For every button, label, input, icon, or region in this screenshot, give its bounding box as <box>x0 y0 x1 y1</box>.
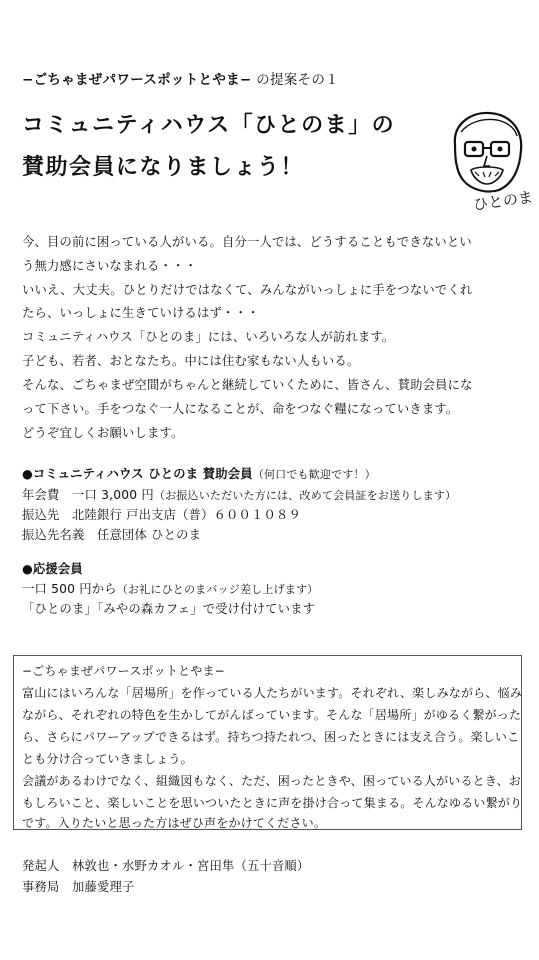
box-line: 会議があるわけでなく、組織図もなく、ただ、困ったときや、困っている人がいるとき、お <box>22 774 522 788</box>
annual-fee <box>22 485 456 503</box>
body-line: う無力感にさいなまれる・・・ <box>22 259 197 273</box>
body-line: 子ども、若者、おとなたち。中には住む家もない人もいる。 <box>22 354 360 368</box>
box-line: です。入りたいと思った方はぜひ声をかけてください。 <box>22 816 327 830</box>
proposal-number: の提案その１ <box>251 72 339 88</box>
supporting-member-heading <box>22 464 376 482</box>
title-line-2: 賛助会員になりましょう！ <box>22 155 305 180</box>
box-line: ら、さらにパワーアップできるはず。持ちつ持たれつ、困ったときには支え合う。楽しいこ <box>22 730 520 744</box>
body-line: どうぞ宜しくお願いします。 <box>22 426 184 440</box>
cheer-price-note: （お礼にひとのまバッジ差し上げます） <box>116 583 319 596</box>
box-line: とも分け合っていきましょう。 <box>22 752 193 766</box>
cheer-price-label: 一口 500 円から <box>22 582 117 596</box>
bank-account: 振込先 北陸銀行 戸出支店（普）６００１０８９ <box>22 508 302 522</box>
title-line-1: コミュニティハウス「ひとのま」の <box>22 113 396 138</box>
campaign-tag <box>22 68 339 88</box>
annual-fee-label: 年会費 一口 3,000 円 <box>22 488 154 502</box>
box-title: −ごちゃまぜパワースポットとやま− <box>22 664 225 678</box>
body-line: そんな、ごちゃまぜ空間がちゃんと継続していくために、皆さん、賛助会員にな <box>22 378 473 392</box>
body-line: って下さい。手をつなぐ一人になることが、命をつなぐ糧になっていきます。 <box>22 402 459 416</box>
campaign-name: −ごちゃまぜパワースポットとやま− <box>22 72 252 88</box>
cheer-member-heading: ●応援会員 <box>22 562 83 576</box>
cheer-member-price <box>22 579 318 597</box>
power-spot-info-box <box>13 655 522 830</box>
body-line: たら、いっしょに生きていけるはず・・・ <box>22 306 260 320</box>
cheer-member-accepted: 「ひとのま」「みやの森カフェ」で受け付けています <box>22 602 316 616</box>
hitonoma-logo <box>443 106 535 216</box>
founders-line: 発起人 林敦也・水野カオル・宮田隼（五十音順） <box>22 859 310 873</box>
body-line: 今、目の前に困っている人がいる。自分一人では、どうすることもできないとい <box>22 235 472 249</box>
logo-caption: ひとのま <box>472 187 535 215</box>
annual-fee-note: （お振込いただいた方には、改めて会員証をお送りします） <box>153 489 457 502</box>
body-line: いいえ、大丈夫。ひとりだけではなくて、みんながいっしょに手をつないでくれ <box>22 283 473 297</box>
box-line: 富山にはいろんな「居場所」を作っている人たちがいます。それぞれ、楽しみながら、悩み <box>22 686 522 700</box>
body-line: コミュニティハウス「ひとのま」には、いろいろな人が訪れます。 <box>22 330 395 344</box>
office-line: 事務局 加藤愛理子 <box>22 880 135 894</box>
box-line: もしろいこと、楽しいことを思いついたときに声を掛け合って集まる。そんなゆるい繋がり <box>22 796 523 810</box>
account-name: 振込先名義 任意団体 ひとのま <box>22 528 202 542</box>
box-line: ながら、それぞれの特色を生かしてがんばっています。そんな「居場所」がゆるく繋がった <box>22 708 522 722</box>
supporting-member-title: ●コミュニティハウス ひとのま 賛助会員 <box>22 467 253 481</box>
supporting-member-note: （何口でも歓迎です！） <box>252 468 376 481</box>
